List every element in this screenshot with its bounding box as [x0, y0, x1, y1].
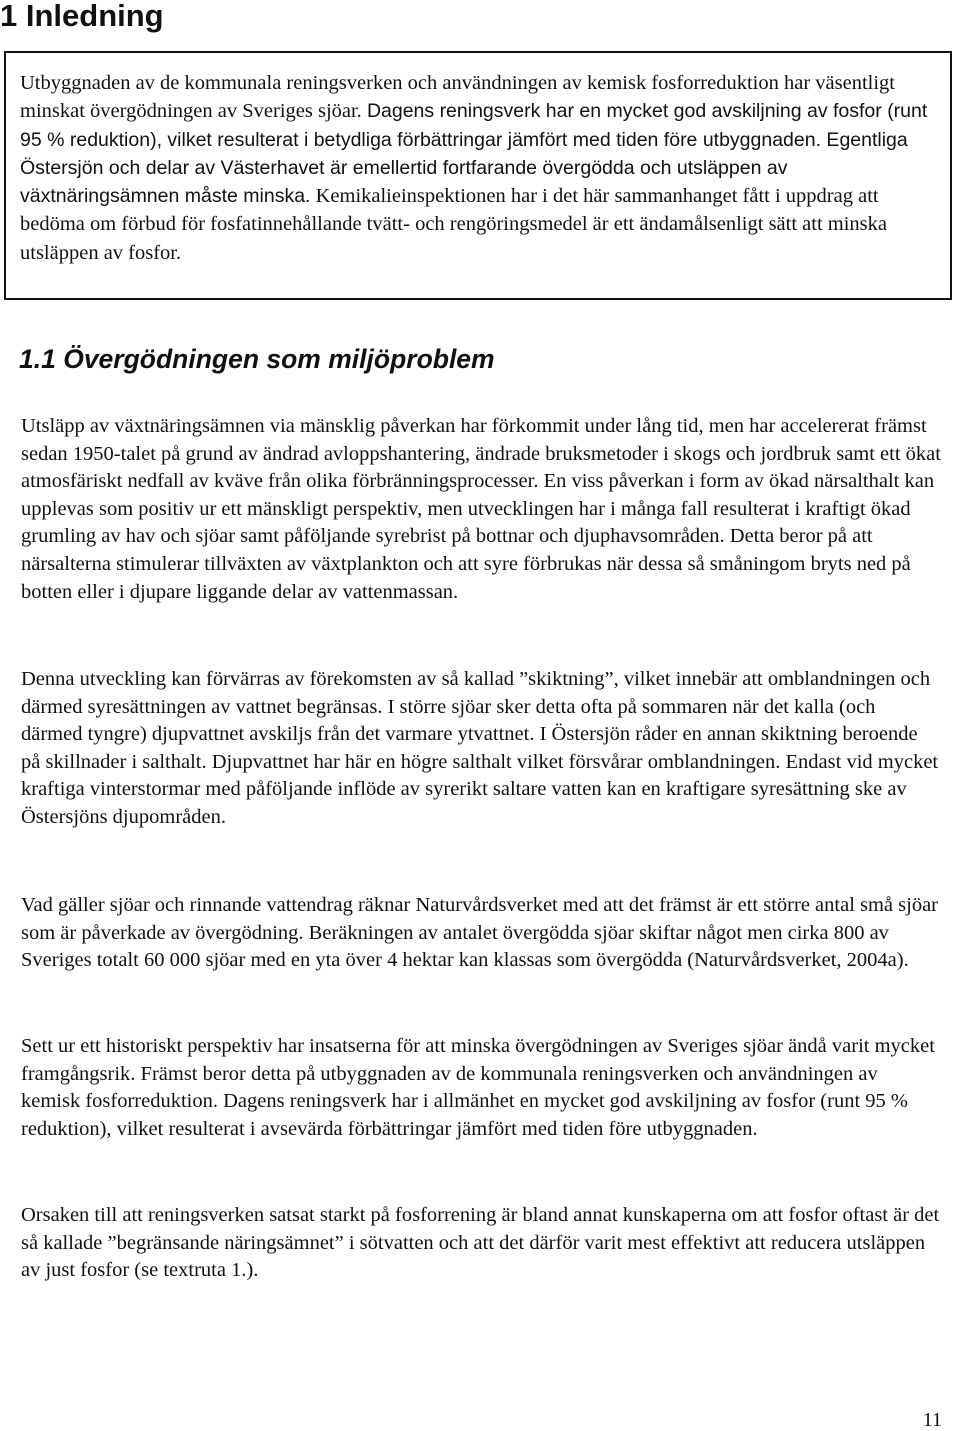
section-heading: 1.1 Övergödningen som miljöproblem	[19, 344, 495, 374]
summary-sentence: Utbyggnaden av de kommunala reningsverken och användningen av kemisk fosforreduktion har väsentligt minskat övergödningen av Sveriges sjöar.	[20, 72, 895, 123]
summary-text-box	[4, 51, 952, 300]
body-paragraph: Denna utveckling kan förvärras av förekomsten av så kallad ”skiktning”, vilket innebär att omblandningen och därmed syresättningen av vattnet begränsas. I större sjöar sker detta ofta på sommaren när det kalla (och därmed tyngre) djupvattnet avskiljs från det varmare ytvattnet. I Östersjön råder en annan skiktning beroende på skillnader i salthalt. Djupvattnet har här en högre salthalt vilket försvårar omblandningen. Endast vid mycket kraftiga vinterstormar med påföljande inflöde av syrerikt saltare vatten kan en kraftigare syresättning ske av Östersjöns djupområden.	[21, 668, 939, 828]
body-paragraph: Utsläpp av växtnäringsämnen via mänsklig påverkan har förkommit under lång tid, men har accelererat främst sedan 1950-talet på grund av ändrad avloppshantering, ändrade bruksmetoder i skogs och jordbruk samt ett ökat atmosfäriskt nedfall av kväve från olika förbränningsprocesser. En viss påverkan i form av ökad närsalthalt kan upplevas som positiv ur ett mänskligt perspektiv, men utvecklingen har i många fall resulterat i kraftigt ökad grumling av hav och sjöar samt påföljande syrebrist på bottnar och djuphavsområden. Detta beror på att närsalterna stimulerar tillväxten av växtplankton och att syre förbrukas när dessa så småningom bryts ned på botten eller i djupare liggande delar av vattenmassan.	[21, 415, 941, 603]
page-number: 11	[922, 1409, 942, 1431]
body-paragraph: Sett ur ett historiskt perspektiv har insatserna för att minska övergödningen av Sveriges sjöar ändå varit mycket framgångsrik. Främst beror detta på utbyggnaden av de kommunala reningsverken och användningen av kemisk fosforreduktion. Dagens reningsverk har i allmänhet en mycket god avskiljning av fosfor (runt 95 % reduktion), vilket resulterat i avsevärda förbättringar jämfört med tiden före utbyggnaden.	[21, 1035, 935, 1140]
summary-sentence: Kemikalieinspektionen har i det här sammanhanget fått i uppdrag att bedöma om förbud för fosfatinnehållande tvätt- och rengöringsmedel är ett ändamålsenligt sätt att minska utsläppen av fosfor.	[20, 185, 887, 264]
body-paragraph: Orsaken till att reningsverken satsat starkt på fosforrening är bland annat kunskaperna om att fosfor oftast är det så kallade ”begränsande näringsämnet” i sötvatten och att det därför varit mest effektivt att reducera utsläppen av just fosfor (se textruta 1.).	[21, 1204, 940, 1282]
summary-paragraph	[20, 69, 936, 267]
page-title: 1 Inledning	[0, 0, 164, 33]
body-paragraph: Vad gäller sjöar och rinnande vattendrag räknar Naturvårdsverket med att det främst är ett större antal små sjöar som är påverkade av övergödning. Beräkningen av antalet övergödda sjöar skiftar något men cirka 800 av Sveriges totalt 60 000 sjöar med en yta över 4 hektar kan klassas som övergödda (Naturvårdsverket, 2004a).	[21, 894, 939, 972]
summary-sentence: Dagens reningsverk har en mycket god avskiljning av fosfor (runt 95 % reduktion), vilket resulterat i betydliga förbättringar jämfört med tiden före utbyggnaden. Egentliga Östersjön och delar av Västerhavet är emellertid fortfarande övergödda och utsläppen av växtnäringsämnen måste minska.	[20, 100, 928, 208]
